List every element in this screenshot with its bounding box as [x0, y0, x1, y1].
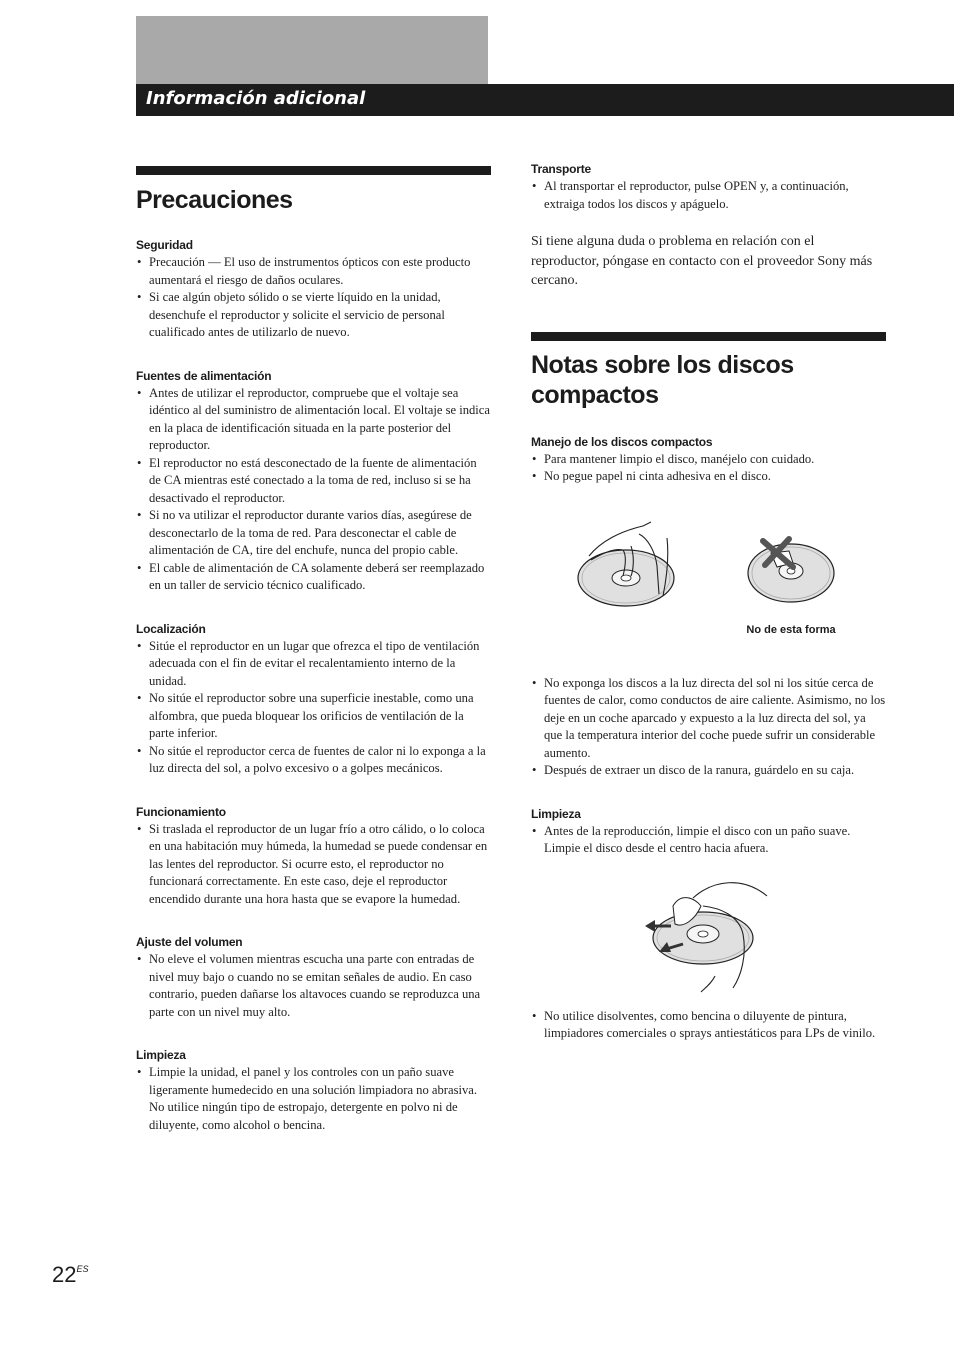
- section-heading: Limpieza: [136, 1048, 186, 1062]
- disc-notes-list: [531, 675, 886, 780]
- section-title: Información adicional: [146, 88, 366, 109]
- list-item: • El cable de alimentación de CA solamente deberá ser reemplazado en un taller de servicio técnico cualificado.: [136, 560, 491, 595]
- list-item: • Antes de utilizar el reproductor, compruebe que el voltaje sea idéntico al del suministro de alimentación local. El voltaje se indica en la placa de identificación situada en la parte posterior del reproductor.: [136, 385, 491, 455]
- list-item: • No eleve el volumen mientras escucha una parte con entradas de nivel muy bajo o cuando no se emitan señales de audio. En caso contrario, pueden dañarse los altavoces cuando se reproduzca una parte con un nivel muy alto.: [136, 951, 491, 1021]
- section-localizacion: [136, 622, 491, 778]
- list-item: • Para mantener limpio el disco, manéjelo con cuidado.: [531, 451, 886, 469]
- disc-handling-figure: [531, 506, 886, 656]
- correct-handling-illustration: [571, 516, 711, 616]
- cleaning-notes-list: [531, 1008, 886, 1043]
- cleaning-illustration: [643, 876, 773, 996]
- section-heading: Seguridad: [136, 238, 193, 252]
- page-number-suffix: ES: [76, 1264, 89, 1274]
- section-heading: Limpieza: [531, 806, 581, 821]
- list-item: • Antes de la reproducción, limpie el disco con un paño suave. Limpie el disco desde el centro hacia afuera.: [531, 823, 886, 858]
- page-title-notas: [531, 350, 886, 410]
- section-heading: Fuentes de alimentación: [136, 368, 272, 383]
- list-item: • Sitúe el reproductor en un lugar que ofrezca el tipo de ventilación adecuada con el fin de evitar el recalentamiento interno de la unidad.: [136, 638, 491, 691]
- list-item: • Si no va utilizar el reproductor durante varios días, asegúrese de desconectarlo de la toma de red. Para desconectar el cable de alimentación de CA, tire del enchufe, nunca del propio cable.: [136, 507, 491, 560]
- section-funcionamiento: [136, 805, 491, 909]
- list-item: • No utilice disolventes, como bencina o diluyente de pintura, limpiadores comerciales o sprays antiestáticos para LPs de vinilo.: [531, 1008, 886, 1043]
- list-item: • Al transportar el reproductor, pulse OPEN y, a continuación, extraiga todos los discos y apáguelo.: [531, 178, 886, 213]
- list-item: • Limpie la unidad, el panel y los controles con un paño suave ligeramente humedecido en una solución limpiadora no abrasiva. No utilice ningún tipo de estropajo, detergente en polvo ni de diluyente, como alcohol o bencina.: [136, 1064, 491, 1134]
- section-heading: Funcionamiento: [136, 804, 226, 819]
- list-item: • Después de extraer un disco de la ranura, guárdelo en su caja.: [531, 762, 886, 780]
- list-item: • Si traslada el reproductor de un lugar frío a otro cálido, o lo coloca en una habitación muy húmeda, la humedad se puede condensar en las lentes del reproductor. Si ocurre esto, el reproductor no funcionará correctamente. En este caso, deje el reproductor encendido durante una hora hasta que se evapore la humedad.: [136, 821, 491, 909]
- section-manejo: [531, 435, 886, 486]
- title-line: Notas sobre los discos: [531, 350, 794, 379]
- section-heading: Transporte: [531, 162, 592, 176]
- title-rule: [531, 332, 886, 341]
- section-header-bar: [136, 84, 954, 116]
- incorrect-handling-illustration: [741, 521, 851, 611]
- title-rule: [136, 166, 491, 175]
- list-item: • El reproductor no está desconectado de la fuente de alimentación de CA mientras esté conectado a la toma de red, incluso si se ha desactivado el reproductor.: [136, 455, 491, 508]
- list-item: • No sitúe el reproductor cerca de fuentes de calor ni lo exponga a la luz directa del sol, a polvo excesivo o a golpes mecánicos.: [136, 743, 491, 778]
- list-item: • Precaución — El uso de instrumentos ópticos con este producto aumentará el riesgo de daños oculares.: [136, 254, 491, 289]
- left-column: [136, 166, 491, 1134]
- contact-paragraph: Si tiene alguna duda o problema en relación con el reproductor, póngase en contacto con el proveedor Sony más cercano.: [531, 234, 873, 288]
- right-column: [531, 162, 886, 1043]
- section-heading: Ajuste del volumen: [136, 935, 243, 949]
- disc-cleaning-figure: [531, 876, 886, 1006]
- list-item: • No exponga los discos a la luz directa del sol ni los sitúe cerca de fuentes de calor, como conductos de aire caliente. Asimismo, no los deje en un coche aparcado y expuesto a la luz directa del sol, ya que la temperatura interior del coche puede sufrir un considerable aumento.: [531, 675, 886, 763]
- title-line: compactos: [531, 380, 659, 409]
- list-item: • Si cae algún objeto sólido o se vierte líquido en la unidad, desenchufe el reproductor y solicite el servicio de personal cualificado antes de utilizarlo de nuevo.: [136, 289, 491, 342]
- list-item: • No pegue papel ni cinta adhesiva en el disco.: [531, 468, 886, 486]
- section-ajuste-volumen: [136, 935, 491, 1021]
- section-transporte: [531, 162, 886, 213]
- header-grey-tab: [136, 16, 488, 84]
- section-seguridad: [136, 238, 491, 342]
- section-limpieza-disco: [531, 807, 886, 858]
- figure-caption: No de esta forma: [746, 623, 836, 636]
- page-title-precauciones: Precauciones: [136, 186, 293, 214]
- section-heading: Manejo de los discos compactos: [531, 434, 713, 449]
- section-limpieza-unidad: [136, 1048, 491, 1134]
- list-item: • No sitúe el reproductor sobre una superficie inestable, como una alfombra, que pueda bloquear los orificios de ventilación de la parte inferior.: [136, 690, 491, 743]
- page-number-value: 22: [52, 1262, 77, 1287]
- page-number: [52, 1262, 89, 1288]
- section-fuentes: [136, 369, 491, 595]
- section-heading: Localización: [136, 621, 206, 636]
